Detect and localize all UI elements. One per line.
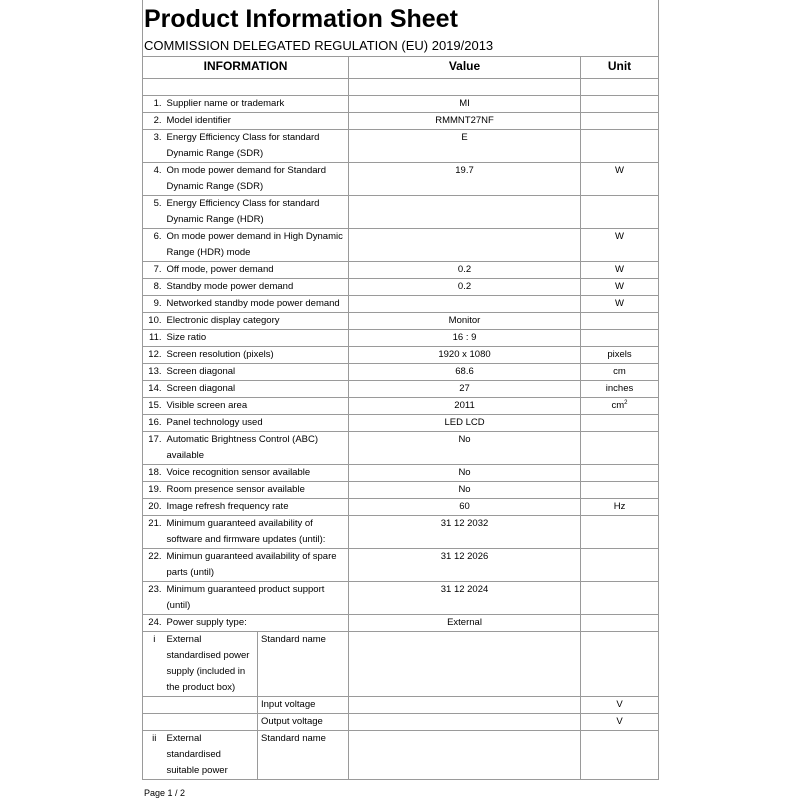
power-supply-ii-row xyxy=(143,731,659,780)
row-unit xyxy=(581,499,659,516)
table-row xyxy=(143,582,659,615)
table-row xyxy=(143,229,659,262)
row-unit-text: W xyxy=(615,231,624,242)
table-row xyxy=(143,347,659,364)
row-label: Model identifier xyxy=(164,113,349,130)
info-table xyxy=(142,56,659,780)
table-row xyxy=(143,96,659,113)
row-number: 22. xyxy=(143,549,164,582)
row-unit xyxy=(581,96,659,113)
row-number: 5. xyxy=(143,196,164,229)
row-label: Voice recognition sensor available xyxy=(164,465,349,482)
row-unit xyxy=(581,196,659,229)
row-label: Power supply type: xyxy=(164,615,349,632)
row-number: 2. xyxy=(143,113,164,130)
row-label: Image refresh frequency rate xyxy=(164,499,349,516)
row-unit-text: inches xyxy=(605,383,634,394)
table-row xyxy=(143,130,659,163)
row-value: External xyxy=(349,615,581,632)
power-supply-i-input-unit: V xyxy=(581,697,659,714)
power-supply-ii-label: External standardised suitable power xyxy=(164,731,258,780)
row-label: Off mode, power demand xyxy=(164,262,349,279)
row-number: 21. xyxy=(143,516,164,549)
row-value: 60 xyxy=(349,499,581,516)
row-unit xyxy=(581,296,659,313)
power-supply-i-output-row xyxy=(143,714,659,731)
row-value xyxy=(349,196,581,229)
row-value: 27 xyxy=(349,381,581,398)
row-value: 0.2 xyxy=(349,262,581,279)
table-row xyxy=(143,196,659,229)
row-label: Automatic Brightness Control (ABC) available xyxy=(164,432,349,465)
table-row xyxy=(143,279,659,296)
row-unit xyxy=(581,482,659,499)
power-supply-ii-standard-name-unit xyxy=(581,731,659,780)
table-row xyxy=(143,516,659,549)
table-row xyxy=(143,330,659,347)
row-unit xyxy=(581,381,659,398)
row-unit xyxy=(581,615,659,632)
row-unit xyxy=(581,364,659,381)
row-label: Minimum guaranteed availability of software and firmware updates (until): xyxy=(164,516,349,549)
row-value xyxy=(349,296,581,313)
row-label: Networked standby mode power demand xyxy=(164,296,349,313)
row-unit-text: W xyxy=(615,264,624,275)
row-label: Energy Efficiency Class for standard Dynamic Range (HDR) xyxy=(164,196,349,229)
row-label: Screen resolution (pixels) xyxy=(164,347,349,364)
row-number: 16. xyxy=(143,415,164,432)
row-unit xyxy=(581,347,659,364)
row-unit-text: cm xyxy=(613,366,626,377)
row-label: Standby mode power demand xyxy=(164,279,349,296)
power-supply-i-input-voltage: Input voltage xyxy=(258,697,349,714)
power-supply-i-output-blank xyxy=(143,714,258,731)
power-supply-i-standard-name-unit xyxy=(581,632,659,697)
row-number: 10. xyxy=(143,313,164,330)
row-value: 68.6 xyxy=(349,364,581,381)
row-value: RMMNT27NF xyxy=(349,113,581,130)
row-value: LED LCD xyxy=(349,415,581,432)
power-supply-i-output-value xyxy=(349,714,581,731)
table-row xyxy=(143,364,659,381)
row-unit-text: pixels xyxy=(607,349,632,360)
row-number: 20. xyxy=(143,499,164,516)
row-value xyxy=(349,229,581,262)
row-number: 11. xyxy=(143,330,164,347)
power-supply-i-input-row xyxy=(143,697,659,714)
table-row xyxy=(143,615,659,632)
table-row xyxy=(143,482,659,499)
row-label: On mode power demand for Standard Dynamic Range (SDR) xyxy=(164,163,349,196)
row-unit-text: W xyxy=(615,281,624,292)
spacer-row xyxy=(143,79,659,96)
row-label: On mode power demand in High Dynamic Range (HDR) mode xyxy=(164,229,349,262)
page-title: Product Information Sheet xyxy=(144,5,458,33)
power-supply-i-input-blank xyxy=(143,697,258,714)
row-unit xyxy=(581,465,659,482)
row-number: 7. xyxy=(143,262,164,279)
row-unit xyxy=(581,130,659,163)
row-value: 31 12 2026 xyxy=(349,549,581,582)
row-label: Visible screen area xyxy=(164,398,349,415)
row-unit xyxy=(581,398,659,415)
row-label: Supplier name or trademark xyxy=(164,96,349,113)
row-number: 18. xyxy=(143,465,164,482)
power-supply-ii-standard-name: Standard name xyxy=(258,731,349,780)
table-row xyxy=(143,381,659,398)
table-row xyxy=(143,398,659,415)
row-number: 19. xyxy=(143,482,164,499)
row-number: 14. xyxy=(143,381,164,398)
row-value: No xyxy=(349,465,581,482)
row-value: 0.2 xyxy=(349,279,581,296)
row-number: 4. xyxy=(143,163,164,196)
row-number: 17. xyxy=(143,432,164,465)
page-footer: Page 1 / 2 xyxy=(144,788,186,798)
row-value: No xyxy=(349,432,581,465)
row-number: 8. xyxy=(143,279,164,296)
row-unit-text: W xyxy=(615,298,624,309)
table-row xyxy=(143,262,659,279)
row-number: 12. xyxy=(143,347,164,364)
table-row xyxy=(143,465,659,482)
row-label: Room presence sensor available xyxy=(164,482,349,499)
row-unit-superscript: 2 xyxy=(624,399,628,406)
row-unit xyxy=(581,279,659,296)
row-unit xyxy=(581,313,659,330)
row-label: Minimum guaranteed product support (until) xyxy=(164,582,349,615)
row-value: MI xyxy=(349,96,581,113)
row-unit xyxy=(581,549,659,582)
power-supply-i-standard-name-value xyxy=(349,632,581,697)
row-number: 6. xyxy=(143,229,164,262)
row-label: Electronic display category xyxy=(164,313,349,330)
power-supply-ii-roman: ii xyxy=(143,731,164,780)
header-unit: Unit xyxy=(581,57,659,79)
power-supply-i-output-voltage: Output voltage xyxy=(258,714,349,731)
row-number: 15. xyxy=(143,398,164,415)
row-number: 13. xyxy=(143,364,164,381)
table-row xyxy=(143,432,659,465)
row-unit xyxy=(581,432,659,465)
row-value: 31 12 2032 xyxy=(349,516,581,549)
row-label: Size ratio xyxy=(164,330,349,347)
row-unit xyxy=(581,229,659,262)
row-value: 1920 x 1080 xyxy=(349,347,581,364)
table-row xyxy=(143,549,659,582)
row-value: 31 12 2024 xyxy=(349,582,581,615)
row-number: 9. xyxy=(143,296,164,313)
row-label: Minimun guaranteed availability of spare parts (until) xyxy=(164,549,349,582)
power-supply-ii-standard-name-value xyxy=(349,731,581,780)
row-unit-text: Hz xyxy=(613,501,626,512)
row-number: 1. xyxy=(143,96,164,113)
table-header-row xyxy=(143,57,659,79)
row-value: No xyxy=(349,482,581,499)
header-information: INFORMATION xyxy=(143,57,349,79)
regulation-subtitle: COMMISSION DELEGATED REGULATION (EU) 2019/2013 xyxy=(144,38,494,53)
row-number: 24. xyxy=(143,615,164,632)
row-unit xyxy=(581,262,659,279)
row-unit-text: cm xyxy=(611,400,625,411)
row-unit xyxy=(581,163,659,196)
row-unit-text: W xyxy=(615,165,624,176)
table-row xyxy=(143,113,659,130)
power-supply-i-label: External standardised power supply (included in the product box) xyxy=(164,632,258,697)
row-value: 2011 xyxy=(349,398,581,415)
row-value: 19.7 xyxy=(349,163,581,196)
row-number: 23. xyxy=(143,582,164,615)
power-supply-i-output-unit: V xyxy=(581,714,659,731)
table-row xyxy=(143,163,659,196)
row-value: E xyxy=(349,130,581,163)
row-unit xyxy=(581,415,659,432)
power-supply-i-input-value xyxy=(349,697,581,714)
power-supply-i-standard-name: Standard name xyxy=(258,632,349,697)
row-label: Screen diagonal xyxy=(164,381,349,398)
row-unit xyxy=(581,516,659,549)
table-row xyxy=(143,296,659,313)
row-unit xyxy=(581,582,659,615)
row-label: Energy Efficiency Class for standard Dynamic Range (SDR) xyxy=(164,130,349,163)
row-unit xyxy=(581,330,659,347)
power-supply-i-row xyxy=(143,632,659,697)
table-row xyxy=(143,313,659,330)
header-value: Value xyxy=(349,57,581,79)
power-supply-i-roman: i xyxy=(143,632,164,697)
row-label: Screen diagonal xyxy=(164,364,349,381)
row-number: 3. xyxy=(143,130,164,163)
row-value: 16 : 9 xyxy=(349,330,581,347)
row-unit xyxy=(581,113,659,130)
table-row xyxy=(143,499,659,516)
table-row xyxy=(143,415,659,432)
row-label: Panel technology used xyxy=(164,415,349,432)
row-value: Monitor xyxy=(349,313,581,330)
